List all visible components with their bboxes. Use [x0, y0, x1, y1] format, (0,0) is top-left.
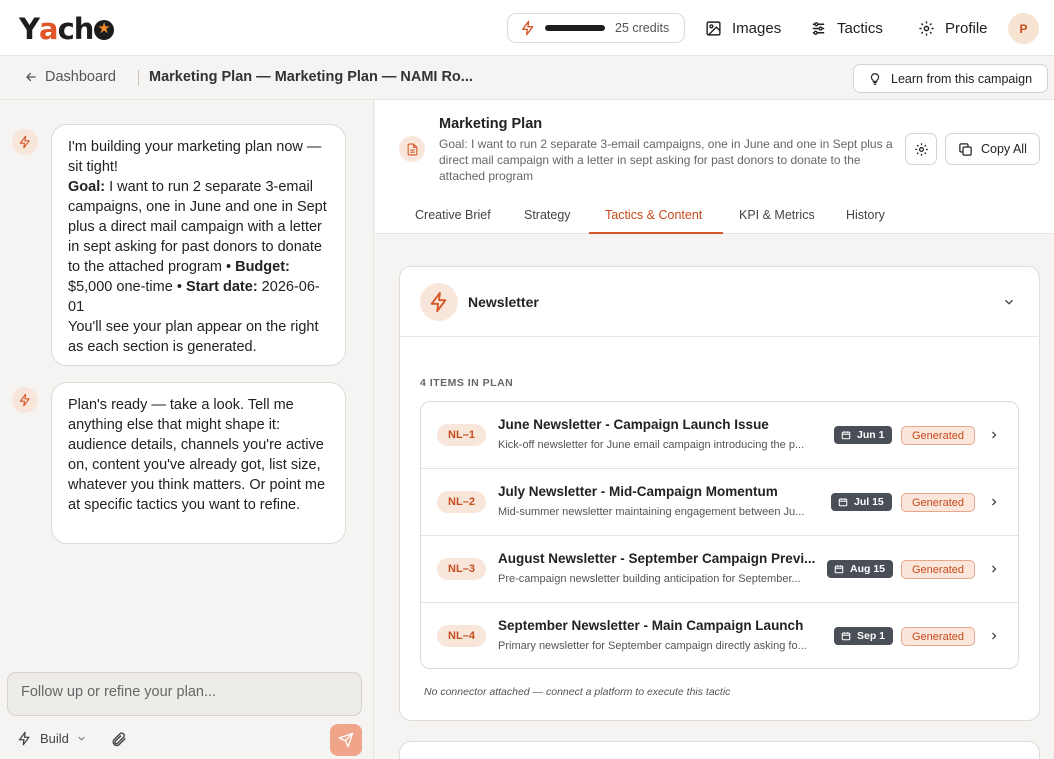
message-outro: You'll see your plan appear on the right as each section is generated. [68, 319, 319, 355]
calendar-icon [838, 497, 848, 507]
status-badge: Generated [901, 426, 975, 445]
date-badge [827, 560, 893, 578]
calendar-icon [841, 430, 851, 440]
items-count: 4 ITEMS IN PLAN [420, 377, 514, 389]
paperclip-icon[interactable] [110, 731, 127, 748]
plan-settings-button[interactable] [905, 133, 937, 165]
bolt-icon [520, 20, 536, 36]
tab-tactics-content[interactable]: Tactics & Content [605, 208, 703, 222]
gear-icon [918, 20, 935, 37]
item-title: August Newsletter - September Campaign Previ... [498, 551, 816, 566]
item-description: Mid-summer newsletter maintaining engagement between Ju... [498, 506, 805, 518]
list-item[interactable] [421, 469, 1019, 536]
arrow-left-icon [24, 70, 38, 84]
budget-text: $5,000 one-time • [68, 279, 186, 295]
item-title: September Newsletter - Main Campaign Launch [498, 618, 804, 633]
nav-images-button[interactable] [705, 16, 781, 40]
tab-kpi-metrics[interactable]: KPI & Metrics [739, 208, 815, 222]
next-tactic-card[interactable] [399, 741, 1040, 759]
plan-goal: Goal: I want to run 2 separate 3-email campaigns, one in June and one in Sept plus a direct mail campaign with a letter in sept asking for past donors to donate to the attached program [439, 137, 893, 183]
start-date-text: 2026-06-01 [68, 279, 320, 315]
list-item[interactable] [421, 402, 1019, 469]
chevron-right-icon [988, 429, 1000, 441]
item-title: June Newsletter - Campaign Launch Issue [498, 417, 769, 432]
breadcrumb-divider [138, 70, 139, 86]
nav-profile-label: Profile [945, 19, 988, 37]
bolt-icon [420, 283, 458, 321]
item-description: Pre-campaign newsletter building anticipation for September... [498, 573, 801, 585]
nav-tactics-button[interactable] [810, 16, 883, 40]
list-item[interactable] [421, 536, 1019, 603]
chevron-down-icon[interactable] [1002, 295, 1016, 309]
logo-text-a: Y [19, 12, 39, 46]
copy-all-label: Copy All [981, 142, 1027, 156]
assistant-message: Plan's ready — take a look. Tell me anything else that might shape it: audience details, channels you're active on, content you've already got, list size, whatever you think matters. Or point me at specific tactics you want to refine. [51, 382, 346, 544]
logo-text-accent: a [39, 12, 58, 46]
status-badge: Generated [901, 560, 975, 579]
credits-indicator[interactable] [507, 13, 685, 43]
chat-input[interactable]: Follow up or refine your plan... [7, 672, 362, 716]
newsletter-card-header[interactable] [400, 267, 1041, 337]
calendar-icon [834, 564, 844, 574]
back-to-dashboard-link[interactable] [24, 69, 116, 85]
assistant-avatar [12, 129, 38, 155]
item-description: Kick-off newsletter for June email campaign introducing the p... [498, 439, 805, 451]
build-label: Build [40, 731, 69, 746]
send-icon [338, 732, 354, 748]
newsletter-card [399, 266, 1040, 721]
build-mode-dropdown[interactable] [17, 731, 87, 746]
list-item[interactable] [421, 603, 1019, 669]
logo-star-icon [94, 20, 114, 40]
chevron-right-icon [988, 563, 1000, 575]
bolt-icon [17, 731, 32, 746]
bolt-icon [18, 393, 32, 407]
image-icon [705, 20, 722, 37]
goal-text: I want to run 2 separate 3-email campaigns, one in June and one in Sept plus a direct mail campaign with a letter in sept asking for past donors to donate to the attached program • [68, 179, 327, 275]
app-logo[interactable] [19, 12, 114, 46]
newsletter-title: Newsletter [468, 294, 539, 310]
newsletter-list [420, 401, 1019, 669]
learn-label: Learn from this campaign [891, 71, 1033, 86]
plan-header [375, 100, 1054, 234]
sliders-icon [810, 20, 827, 37]
chevron-right-icon [988, 496, 1000, 508]
back-label: Dashboard [45, 69, 116, 85]
copy-icon [958, 142, 973, 157]
status-badge: Generated [901, 493, 975, 512]
tab-history[interactable]: History [846, 208, 885, 222]
calendar-icon [841, 631, 851, 641]
assistant-avatar [12, 387, 38, 413]
date-text: Jun 1 [857, 429, 885, 441]
item-description: Primary newsletter for September campaign directly asking fo... [498, 640, 807, 652]
date-text: Aug 15 [850, 563, 886, 575]
item-code: NL–3 [437, 558, 486, 580]
date-badge [834, 426, 892, 444]
plan-panel [375, 100, 1054, 759]
tab-strategy[interactable]: Strategy [524, 208, 571, 222]
chevron-right-icon [988, 630, 1000, 642]
top-bar [0, 0, 1054, 56]
date-badge [834, 627, 893, 645]
budget-label: Budget: [235, 259, 290, 275]
lightbulb-icon [868, 72, 882, 86]
logo-text-b: ch [57, 12, 94, 46]
item-code: NL–4 [437, 625, 486, 647]
credits-text: 25 credits [615, 21, 670, 35]
nav-tactics-label: Tactics [837, 19, 883, 37]
item-code: NL–2 [437, 491, 486, 513]
gear-icon [914, 142, 929, 157]
active-tab-indicator [589, 232, 723, 234]
chevron-down-icon [76, 733, 87, 744]
chat-panel [0, 100, 374, 759]
item-title: July Newsletter - Mid-Campaign Momentum [498, 484, 778, 499]
page-title: Marketing Plan — Marketing Plan — NAMI Ro... [149, 69, 473, 85]
connector-note: No connector attached — connect a platform to execute this tactic [424, 686, 731, 698]
avatar[interactable]: P [1008, 13, 1039, 44]
item-code: NL–1 [437, 424, 486, 446]
date-text: Sep 1 [857, 630, 886, 642]
message-intro: I'm building your marketing plan now — sit tight! [68, 139, 322, 175]
date-badge [831, 493, 892, 511]
nav-images-label: Images [732, 19, 782, 37]
plan-title: Marketing Plan [439, 116, 543, 132]
tab-creative-brief[interactable]: Creative Brief [415, 208, 491, 222]
status-badge: Generated [901, 627, 975, 646]
bolt-icon [18, 135, 32, 149]
start-date-label: Start date: [185, 279, 258, 295]
copy-all-button[interactable] [945, 133, 1040, 165]
send-button[interactable] [330, 724, 362, 756]
learn-from-campaign-button[interactable] [853, 64, 1048, 93]
credits-bar [545, 25, 605, 31]
goal-label: Goal: [68, 179, 106, 195]
assistant-message [51, 124, 346, 366]
date-text: Jul 15 [854, 496, 884, 508]
nav-profile-button[interactable] [918, 16, 988, 40]
document-icon [399, 136, 425, 162]
